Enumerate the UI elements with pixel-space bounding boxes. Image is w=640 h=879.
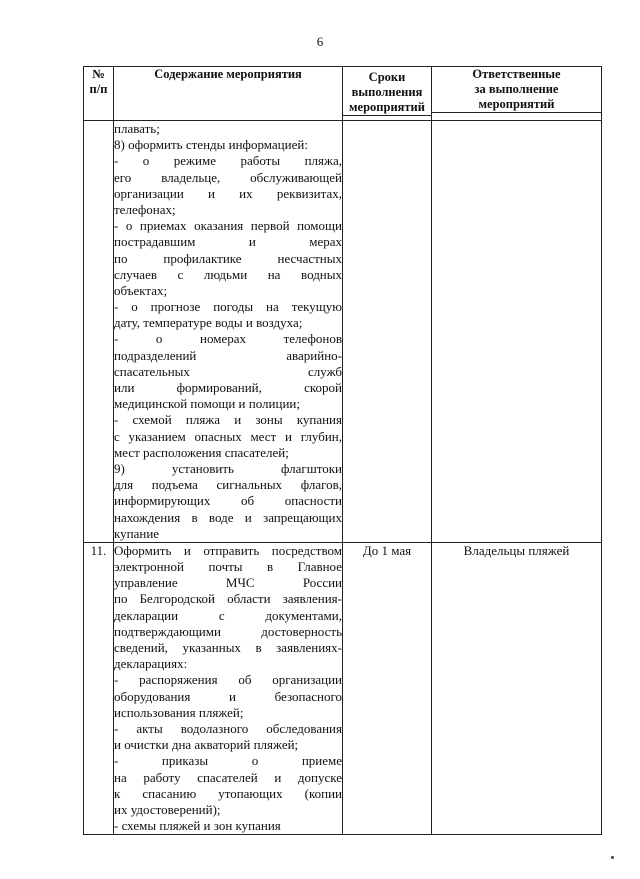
header-responsible (432, 67, 602, 121)
content-line: подразделений аварийно- (114, 347, 342, 363)
content-line: к спасанию утопающих (копии (114, 785, 342, 801)
content-line: - приказы о приеме (114, 753, 342, 769)
content-line: его владельце, обслуживающей (114, 169, 342, 185)
scan-speck (611, 856, 614, 859)
content-line: нахождения в воде и запрещающих (114, 509, 342, 525)
content-line: пострадавшим и мерах (114, 234, 342, 250)
content-line: - схемы пляжей и зон купания (114, 818, 281, 834)
header-content (114, 67, 343, 121)
header-term-line: выполнения (351, 85, 423, 99)
content-line: случаев с людьми на водных (114, 266, 342, 282)
content-line: 8) оформить стенды информацией: (114, 137, 308, 153)
header-content-label: Содержание мероприятия (154, 67, 302, 81)
header-term-line: Сроки (368, 70, 406, 84)
content-line: - схемой пляжа и зоны купания (114, 412, 342, 428)
content-line: спасательных служб (114, 363, 342, 379)
header-term-line: мероприятий (343, 100, 431, 116)
content-line: - о прогнозе погоды на текущую (114, 299, 342, 315)
content-line: 9) установить флагштоки (114, 460, 342, 476)
content-line: с указанием опасных мест и глубин, (114, 428, 342, 444)
row-number: 11. (84, 542, 114, 834)
row-content (114, 542, 343, 834)
content-line: медицинской помощи и полиции; (114, 396, 300, 412)
table-header-row (84, 67, 602, 121)
header-number-line: № (92, 67, 105, 81)
content-line: для подъема сигнальных флагов, (114, 477, 342, 493)
header-number (84, 67, 114, 121)
content-line: организации и их реквизитах, (114, 185, 342, 201)
content-line: управление МЧС России (114, 575, 342, 591)
row-content (114, 121, 343, 543)
content-line: подтверждающими достоверность (114, 623, 342, 639)
row-responsible: Владельцы пляжей (432, 542, 602, 834)
content-line: мест расположения спасателей; (114, 444, 289, 460)
content-line: электронной почты в Главное (114, 559, 342, 575)
header-number-line: п/п (89, 82, 108, 96)
content-line: - о режиме работы пляжа, (114, 153, 342, 169)
content-line: - о приемах оказания первой помощи (114, 218, 342, 234)
header-responsible-line: мероприятий (432, 97, 601, 113)
content-line: по Белгородской области заявления- (114, 591, 342, 607)
content-line: декларациях: (114, 656, 188, 672)
row-responsible (432, 121, 602, 543)
content-line: их удостоверений); (114, 801, 221, 817)
content-line: - акты водолазного обследования (114, 720, 342, 736)
header-responsible-line: за выполнение (474, 82, 559, 96)
content-line: дату, температуре воды и воздуха; (114, 315, 303, 331)
content-line: объектах; (114, 282, 168, 298)
header-term (343, 67, 432, 121)
header-responsible-line: Ответственные (472, 67, 561, 81)
content-line: телефонах; (114, 201, 176, 217)
content-line: и очистки дна акваторий пляжей; (114, 737, 299, 753)
page-number: 6 (316, 34, 324, 49)
content-line: или формирований, скорой (114, 380, 342, 395)
row-term (343, 121, 432, 543)
row-term: До 1 мая (343, 542, 432, 834)
row-number (84, 121, 114, 543)
table-row (84, 542, 602, 834)
content-line: - о номерах телефонов (114, 331, 342, 347)
content-line: сведений, указанных в заявлениях- (114, 640, 342, 655)
content-line: декларации с документами, (114, 607, 342, 623)
action-plan-table (83, 66, 602, 835)
content-line: оборудования и безопасного (114, 688, 342, 704)
content-line: купание (114, 525, 160, 541)
content-line: по профилактике несчастных (114, 250, 342, 266)
table-row (84, 121, 602, 543)
content-line: плавать; (114, 121, 160, 136)
content-line: информирующих об опасности (114, 493, 342, 509)
content-line: на работу спасателей и допуске (114, 769, 342, 785)
content-line: использования пляжей; (114, 704, 244, 720)
content-line: - распоряжения об организации (114, 672, 342, 688)
content-line: Оформить и отправить посредством (114, 542, 342, 558)
